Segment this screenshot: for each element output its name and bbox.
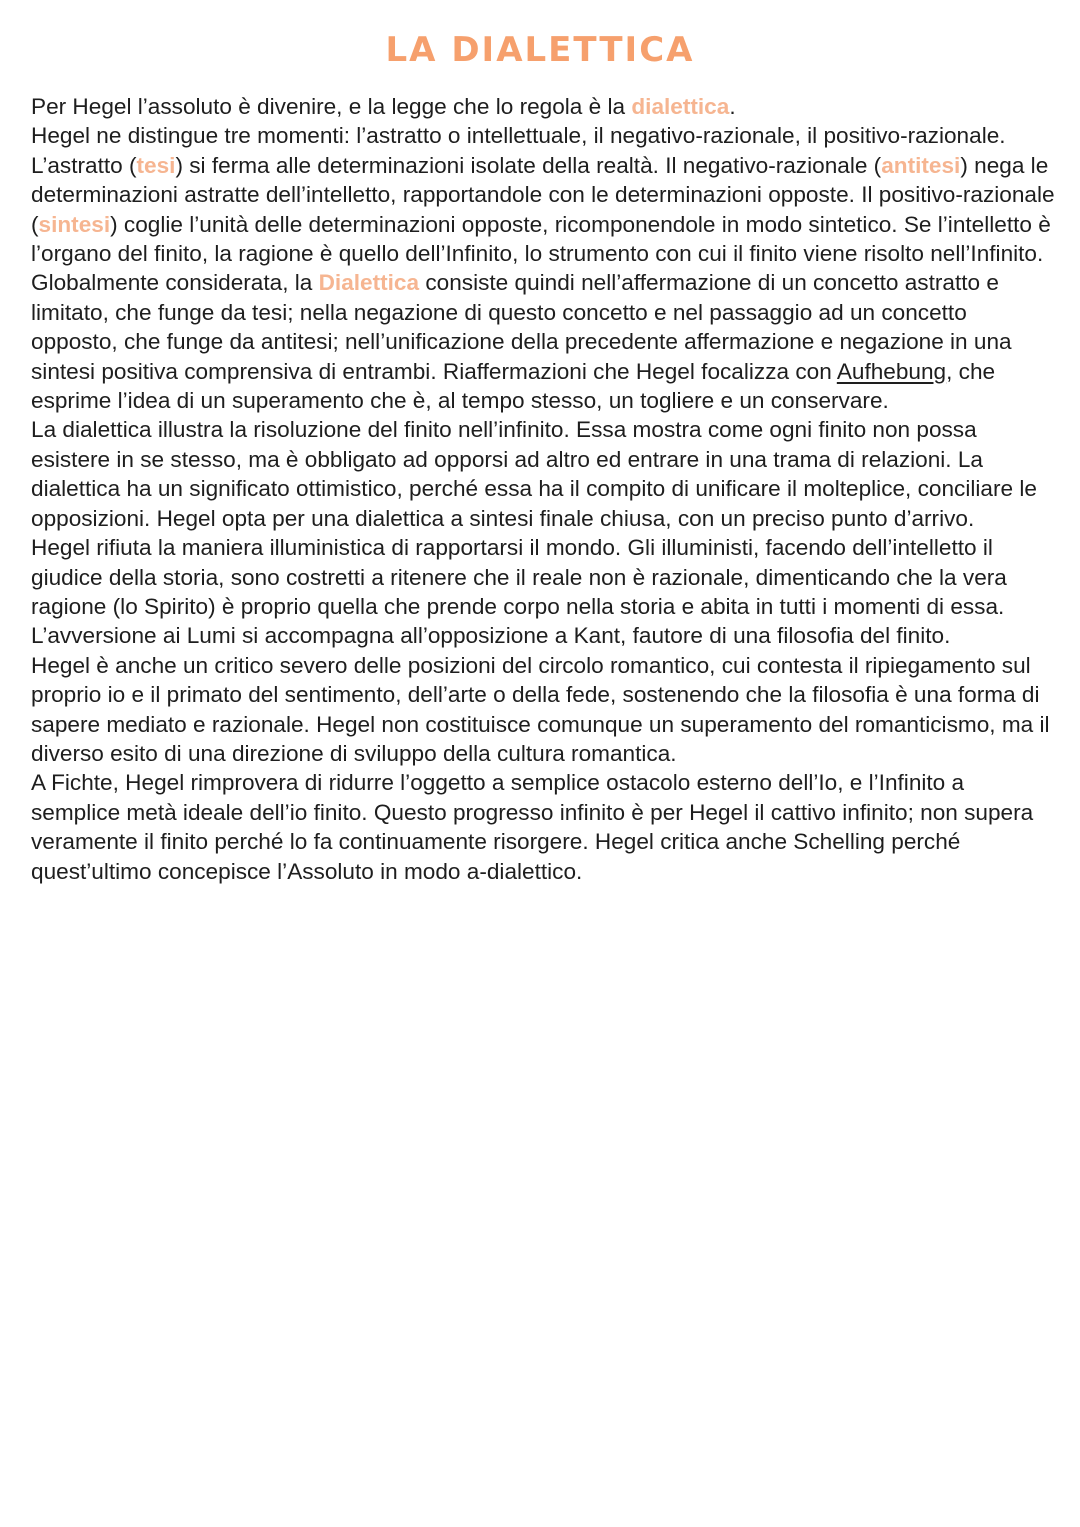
paragraph-text: Hegel ne distingue tre momenti: l’astratto o intellettuale, il negativo-razionale, il positivo-razionale. [31, 123, 1006, 149]
highlight-antitesi: antitesi [881, 152, 961, 178]
highlight-dialettica: dialettica [631, 94, 730, 119]
paragraph-romantici [31, 651, 1059, 769]
paragraph-text: Hegel rifiuta la maniera illuministica di rapportarsi il mondo. Gli illuministi, facendo dell’intelletto il giudice della storia, sono costretti a ritenere che il reale non è razionale, dimenticando che la vera ragione (lo Spirito) è proprio quella che prende corpo nella storia e abita in tutti i momenti di essa. L’avversione ai Lumi si accompagna all’opposizione a Kant, fautore di una filosofia del finito. [31, 535, 1007, 649]
paragraph-risoluzione [31, 415, 1059, 533]
paragraph-text: consiste quindi nell’affermazione di un concetto astratto e limitato, che funge da tesi; nella negazione di questo concetto e nel passaggio ad un concetto opposto, che funge da antitesi; nell’unificazione della precedente affermazione e negazione in una sintesi positiva comprensiva di entrambi. Riaffermazioni che Hegel focalizza con [31, 270, 1012, 384]
page-title: LA DIALETTICA [385, 30, 695, 70]
paragraph-moments [31, 121, 1059, 150]
underlined-aufhebung: Aufhebung [836, 358, 947, 384]
highlight-tesi: tesi [136, 152, 176, 178]
paragraph-intro [31, 92, 1059, 121]
paragraph-fichte-schelling [31, 768, 1059, 886]
paragraph-text: Globalmente considerata, la [31, 270, 319, 296]
paragraph-text: Hegel è anche un critico severo delle posizioni del circolo romantico, cui contesta il ripiegamento sul proprio io e il primato del sentimento, dell’arte o della fede, sostenendo che la filosofia è una forma di sapere mediato e razionale. Hegel non costituisce comunque un superamento del romanticismo, ma il diverso esito di una direzione di sviluppo della cultura romantica. [31, 652, 1050, 766]
paragraph-tesi-antitesi-sintesi [31, 151, 1059, 269]
paragraph-text: La dialettica illustra la risoluzione del finito nell’infinito. Essa mostra come ogni finito non possa esistere in se stesso, ma è obbligato ad opporsi ad altro ed entrare in una trama di relazioni. La dialettica ha un significato ottimistico, perché essa ha il compito di unificare il molteplice, conciliare le opposizioni. Hegel opta per una dialettica a sintesi finale chiusa, con un preciso punto d’arrivo. [31, 417, 1037, 531]
paragraph-text: L’astratto ( [31, 152, 137, 178]
paragraph-text: Per Hegel l’assoluto è divenire, e la legge che lo regola è la [31, 94, 632, 119]
paragraph-text: ) coglie l’unità delle determinazioni opposte, ricomponendole in modo sintetico. Se l’intelletto è l’organo del finito, la ragione è quello dell’Infinito, lo strumento con cui il finito viene risolto nell’Infinito. [31, 211, 1051, 267]
document-body [31, 92, 1059, 886]
highlight-sintesi: sintesi [38, 211, 111, 237]
paragraph-text: ) nega le determinazioni astratte dell’intelletto, rapportandole con le determinazioni opposte. Il positivo-razionale ( [31, 152, 1055, 237]
paragraph-text: . [729, 94, 736, 119]
highlight-dialettica-capital: Dialettica [318, 270, 420, 296]
paragraph-text: A Fichte, Hegel rimprovera di ridurre l’oggetto a semplice ostacolo esterno dell’Io, e l’Infinito a semplice metà ideale dell’io finito. Questo progresso infinito è per Hegel il cattivo infinito; non supera veramente il finito perché lo fa continuamente risorgere. Hegel critica anche Schelling perché quest’ultimo concepisce l’Assoluto in modo a-dialettico. [31, 770, 1034, 884]
paragraph-text: ) si ferma alle determinazioni isolate della realtà. Il negativo-razionale ( [175, 152, 882, 178]
paragraph-illuministi [31, 533, 1059, 651]
paragraph-text: , che esprime l’idea di un superamento che è, al tempo stesso, un togliere e un conservare. [31, 358, 996, 414]
paragraph-dialettica-globale [31, 268, 1059, 415]
